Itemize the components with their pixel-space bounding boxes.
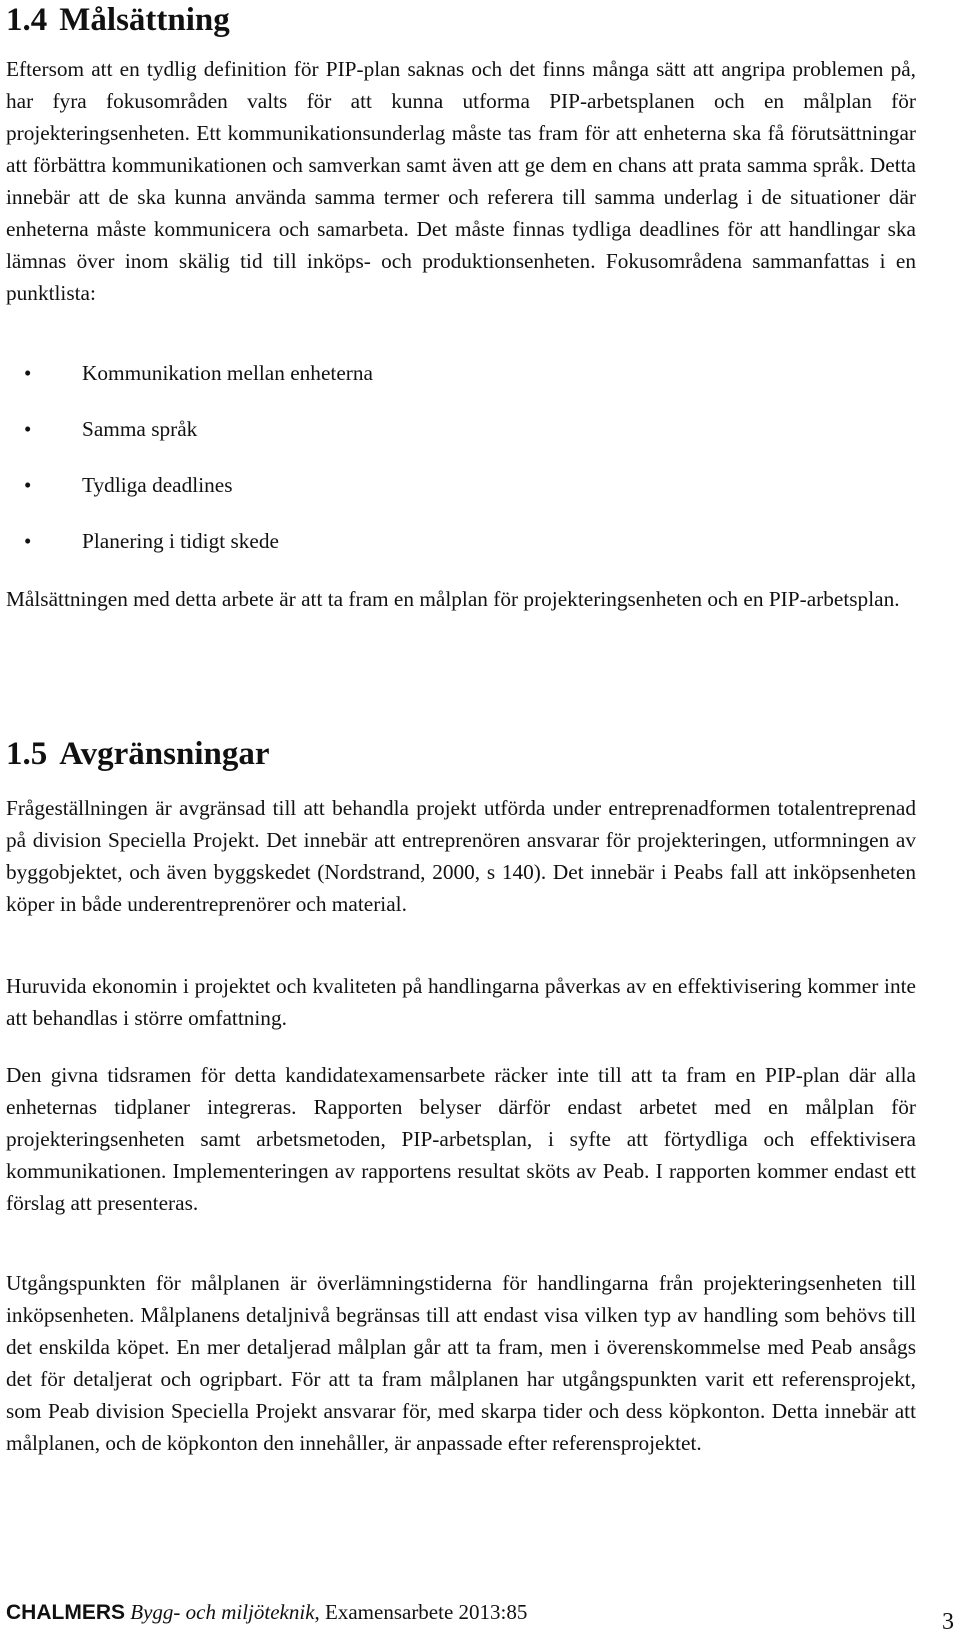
- page-footer: [6, 1598, 954, 1635]
- report-id: , Examensarbete 2013:85: [314, 1600, 528, 1624]
- bullet-icon: •: [24, 361, 32, 385]
- bullet-icon: •: [24, 529, 32, 553]
- paragraph-scope: Frågeställningen är avgränsad till att behandla projekt utförda under entreprenadformen totalentreprenad på division Speciella Projekt. Det innebär att entreprenören ansvarar för projekteringen, utformningen av byggobjektet, och även byggskedet (Nordstrand, 2000, s 140). Det innebär i Peabs fall att inköpsenheten köper in både underentreprenörer och material.: [6, 796, 916, 916]
- paragraph-intro: Eftersom att en tydlig definition för PIP-plan saknas och det finns många sätt att angripa problemen på, har fyra fokusområden valts för att kunna utforma PIP-arbetsplanen och en målplan för projekteringsenheten. Ett kommunikationsunderlag måste tas fram för att enheterna ska få förutsättningar att förbättra kommunikationen och samverkan samt även att ge dem en chans att prata samma språk. Detta innebär att de ska kunna använda samma termer och referera till samma underlag i de situationer där enheterna måste kommunicera och samarbeta. Det måste finnas tydliga deadlines för att handlingar ska lämnas över inom skälig tid till inköps- och produktionsenheten. Fokusområdena sammanfattas i en punktlista:: [6, 57, 916, 305]
- list-item: • Planering i tidigt skede: [6, 525, 916, 581]
- bullet-icon: •: [24, 417, 32, 441]
- section-number: 1.4: [6, 2, 48, 38]
- section-heading-malsattning: [6, 0, 916, 40]
- chalmers-logo-text: CHALMERS: [6, 1601, 125, 1624]
- section-title: Målsättning: [59, 2, 230, 38]
- list-item: • Samma språk: [6, 413, 916, 469]
- focus-area-list: [6, 357, 916, 581]
- section-number: 1.5: [6, 736, 48, 772]
- bullet-icon: •: [24, 473, 32, 497]
- section-title: Avgränsningar: [59, 736, 270, 772]
- list-item: • Kommunikation mellan enheterna: [6, 357, 916, 413]
- paragraph-goal: Målsättningen med detta arbete är att ta fram en målplan för projekteringsenheten och en PIP-arbetsplan.: [6, 587, 900, 611]
- department-name: Bygg- och miljöteknik: [130, 1600, 315, 1624]
- paragraph-timeframe: Den givna tidsramen för detta kandidatexamensarbete räcker inte till att ta fram en PIP-plan där alla enheternas tidplaner integreras. Rapporten belyser därför endast arbetet med en målplan för projekteringsenheten samt arbetsmetoden, PIP-arbetsplan, i syfte att förtydliga och effektivisera kommunikationen. Implementeringen av rapportens resultat sköts av Peab. I rapporten kommer endast ett förslag att presenteras.: [6, 1063, 916, 1215]
- paragraph-economy: Huruvida ekonomin i projektet och kvaliteten på handlingarna påverkas av en effektivisering kommer inte att behandlas i större omfattning.: [6, 974, 916, 1030]
- paragraph-startpoint: Utgångspunkten för målplanen är överlämningstiderna för handlingarna från projekteringsenheten till inköpsenheten. Målplanens detaljnivå begränsas till att endast visa vilken typ av handling som behövs till det enskilda köpet. En mer detaljerad målplan går att ta fram, men i överenskommelse med Peab ansågs det för detaljerat och ogripbart. För att ta fram målplanen har utgångspunkten varit ett referensprojekt, som Peab division Speciella Projekt ansvarar för, med skarpa tider och dess köpkonton. Detta innebär att målplanen, och de köpkonton den innehåller, är anpassade efter referensprojektet.: [6, 1271, 916, 1455]
- section-heading-avgransningar: [6, 734, 916, 774]
- page-number: 3: [942, 1609, 954, 1635]
- list-item: • Tydliga deadlines: [6, 469, 916, 525]
